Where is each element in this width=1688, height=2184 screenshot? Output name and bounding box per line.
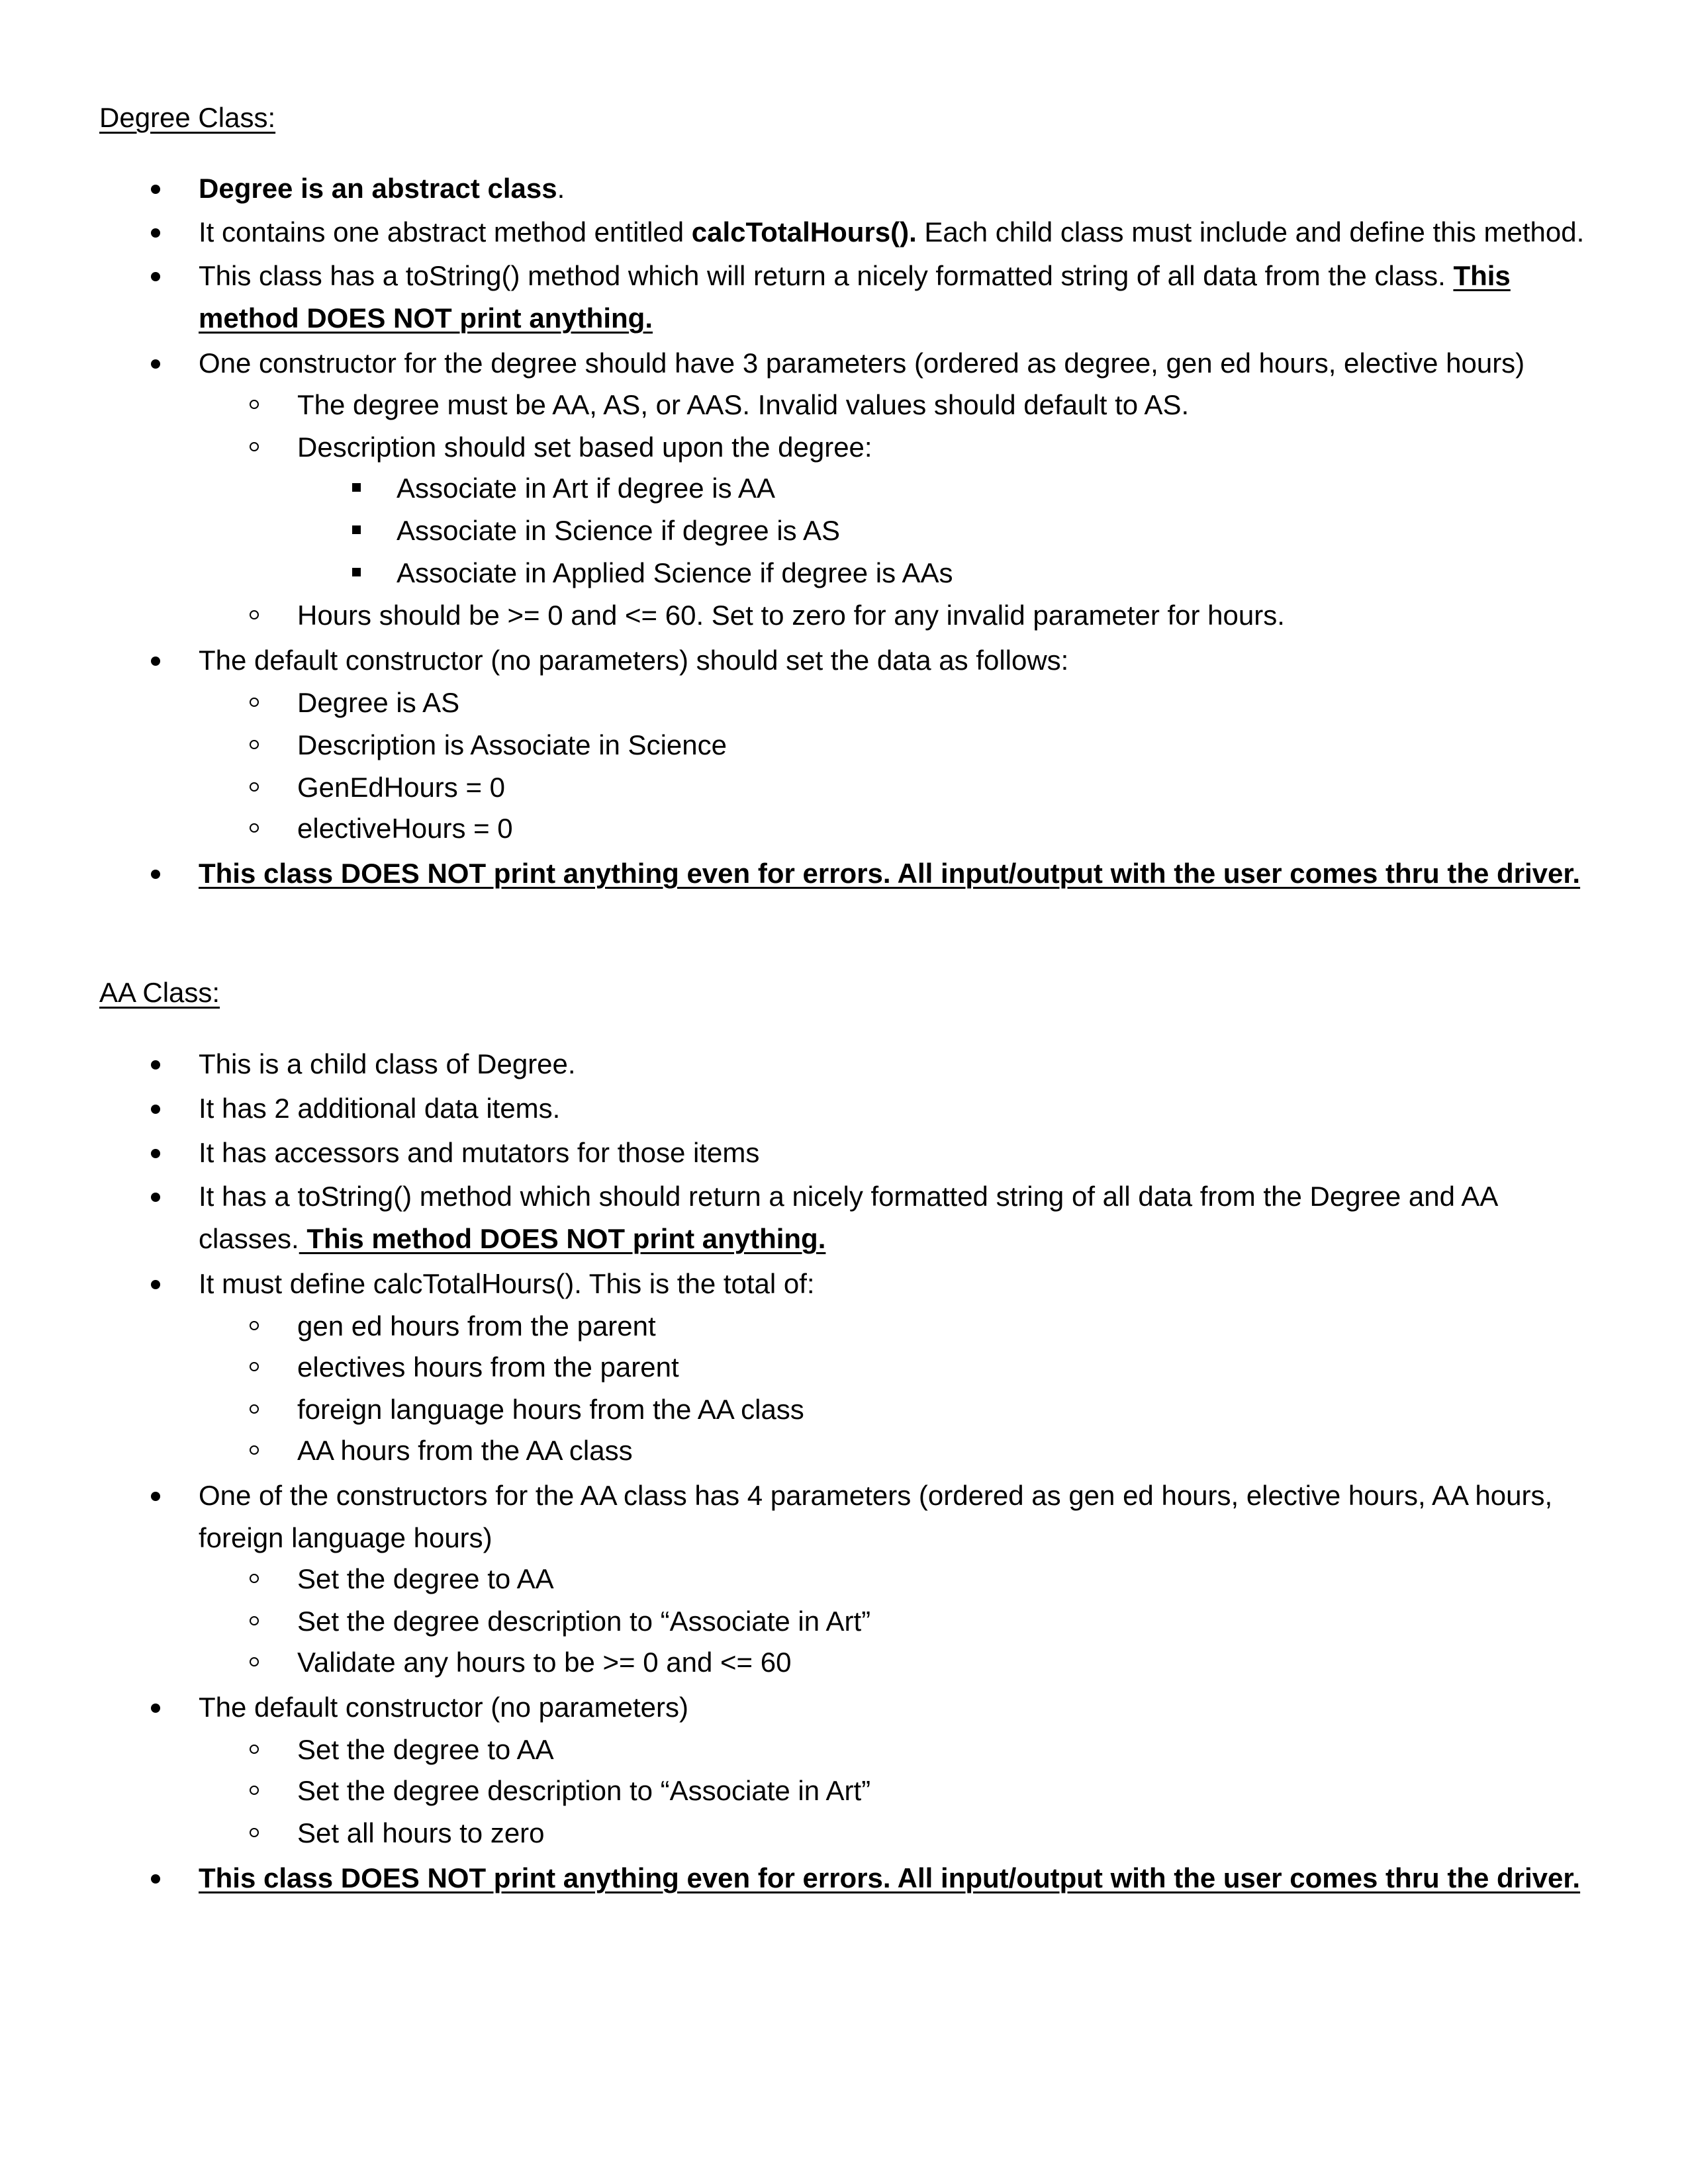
degree-bullet-5-sub-4: electiveHours = 0 <box>297 813 513 844</box>
aa-bullet-6-cont: foreign language hours) <box>199 1522 492 1553</box>
aa-bullet-1: This is a child class of Degree. <box>199 1048 576 1079</box>
degree-bullet-3: This class has a toString() method which will return a nicely formatted string of all data from the class. This <box>199 260 1511 291</box>
aa-bullet-5-sub-1: gen ed hours from the parent <box>297 1310 656 1342</box>
aa-bullet-5-sub-4: AA hours from the AA class <box>297 1435 633 1466</box>
degree-bullet-4-sub-2-c: Associate in Applied Science if degree is AAs <box>397 557 953 588</box>
degree-bullet-4-sub-2-a: Associate in Art if degree is AA <box>397 473 775 504</box>
aa-bullet-5: It must define calcTotalHours(). This is the total of: <box>199 1268 815 1299</box>
degree-bullet-5: The default constructor (no parameters) should set the data as follows: <box>199 645 1069 676</box>
degree-bullet-5-sub-2: Description is Associate in Science <box>297 729 727 760</box>
aa-bullet-7-sub-1: Set the degree to AA <box>297 1734 554 1765</box>
aa-bullet-8: This class DOES NOT print anything even for errors. All input/output with the user comes thru the driver. <box>199 1862 1581 1893</box>
aa-bullet-5-sub-3: foreign language hours from the AA class <box>297 1394 804 1425</box>
aa-bullet-6: One of the constructors for the AA class has 4 parameters (ordered as gen ed hours, elective hours, AA hours, <box>199 1480 1553 1511</box>
aa-bullet-6-sub-3: Validate any hours to be >= 0 and <= 60 <box>297 1647 792 1678</box>
aa-bullet-6-sub-1: Set the degree to AA <box>297 1563 554 1594</box>
degree-bullet-3-cont: method DOES NOT print anything. <box>199 302 653 334</box>
degree-class-heading: Degree Class: <box>99 102 276 133</box>
degree-bullet-1: Degree is an abstract class. <box>199 173 565 204</box>
degree-bullet-5-sub-3: GenEdHours = 0 <box>297 772 506 803</box>
degree-bullet-2: It contains one abstract method entitled calcTotalHours(). Each child class must include and define this method. <box>199 216 1585 248</box>
degree-bullet-4-sub-3: Hours should be >= 0 and <= 60. Set to zero for any invalid parameter for hours. <box>297 600 1285 631</box>
degree-bullet-4-sub-1: The degree must be AA, AS, or AAS. Invalid values should default to AS. <box>297 389 1190 420</box>
aa-bullet-3: It has accessors and mutators for those items <box>199 1137 760 1168</box>
degree-bullet-4: One constructor for the degree should have 3 parameters (ordered as degree, gen ed hours, elective hours) <box>199 347 1525 379</box>
aa-bullet-4: It has a toString() method which should return a nicely formatted string of all data from the Degree and AA <box>199 1181 1499 1212</box>
aa-bullet-7-sub-2: Set the degree description to “Associate in Art” <box>297 1775 871 1806</box>
aa-bullet-6-sub-2: Set the degree description to “Associate in Art” <box>297 1606 871 1637</box>
aa-class-heading: AA Class: <box>99 977 220 1008</box>
degree-bullet-4-sub-2-b: Associate in Science if degree is AS <box>397 515 841 546</box>
aa-bullet-4-cont: classes. This method DOES NOT print anything. <box>199 1223 826 1254</box>
aa-bullet-5-sub-2: electives hours from the parent <box>297 1351 679 1383</box>
degree-bullet-6: This class DOES NOT print anything even for errors. All input/output with the user comes thru the driver. <box>199 858 1581 889</box>
aa-bullet-7-sub-3: Set all hours to zero <box>297 1817 545 1848</box>
degree-bullet-5-sub-1: Degree is AS <box>297 687 460 718</box>
aa-bullet-7: The default constructor (no parameters) <box>199 1692 689 1723</box>
degree-bullet-4-sub-2: Description should set based upon the degree: <box>297 432 872 463</box>
aa-bullet-2: It has 2 additional data items. <box>199 1093 561 1124</box>
